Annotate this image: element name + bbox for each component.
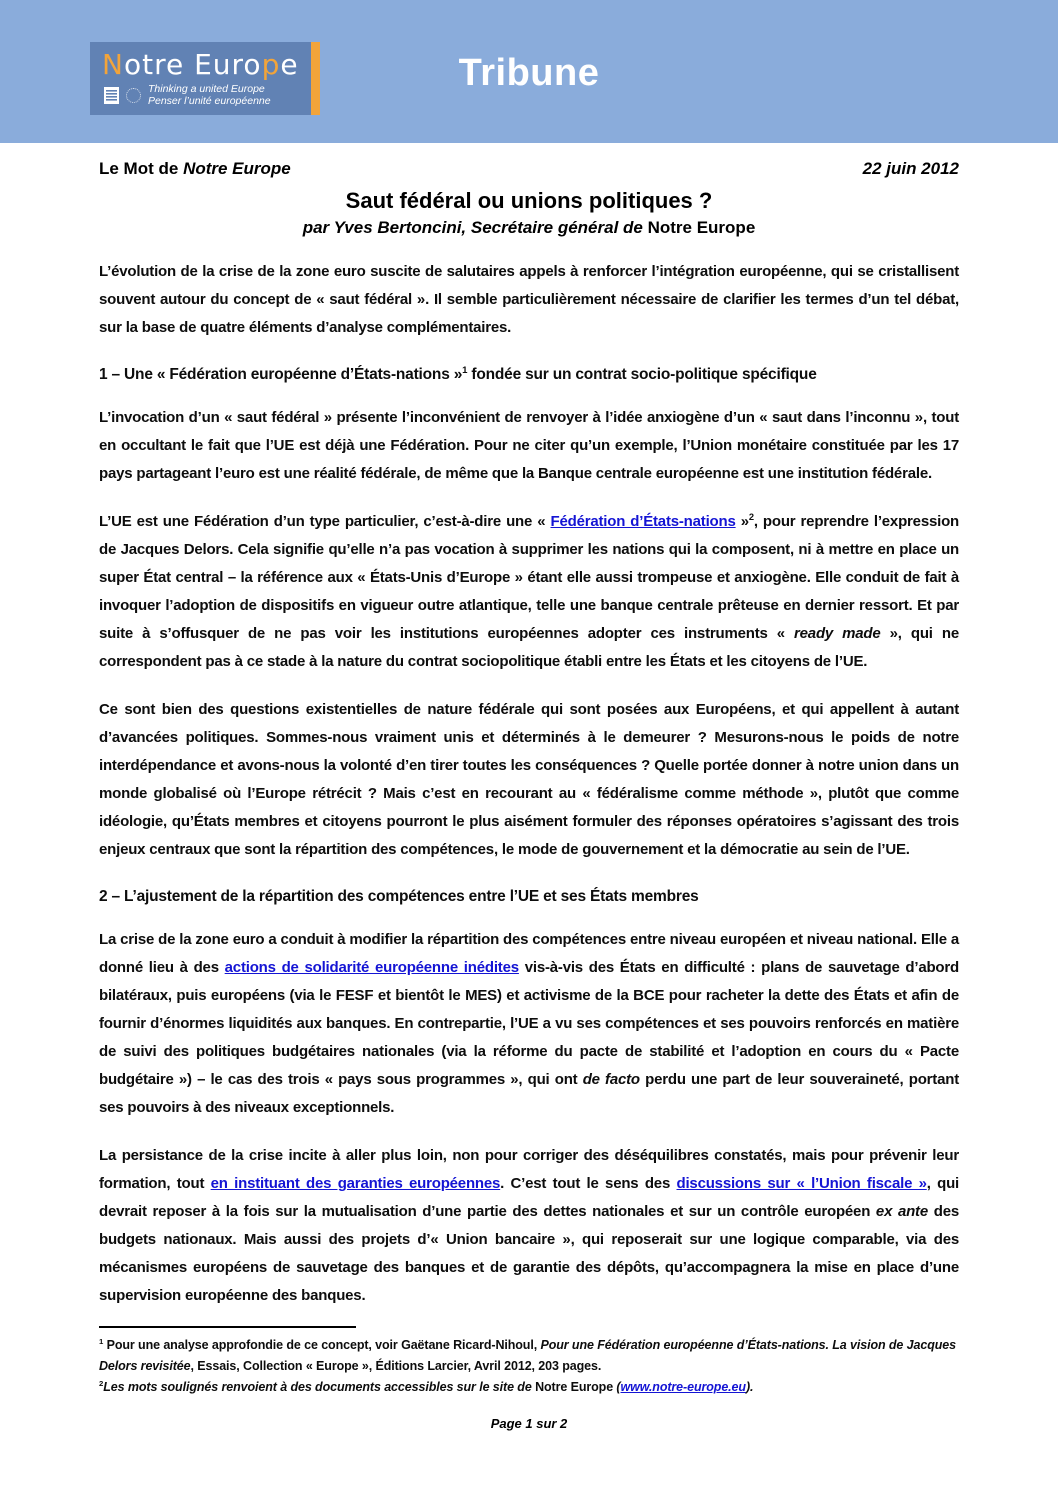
paragraph-4: Ce sont bien des questions existentielles de nature fédérale qui sont posées aux Européens, et qui appellent à autant d’avancées politiques. Sommes-nous vraiment unis et déterminés à le demeurer ? Mesurons-nous le poids de notre interdépendance et avons-nous la volonté d’en tirer toutes les conséquences ? Quelle portée donner à notre union dans un monde globalisé où l’Europe rétrécit ? Mais c’est en recourant au « fédéralisme comme méthode », plutôt que comme idéologie, qu’États membres et citoyens pourront le plus aisément formuler des réponses opératoires s’agissant des trois enjeux centraux que sont la répartition des compétences, le mode de gouvernement et la démocratie au sein de l’UE. [99,701,959,858]
brand-letter-e: e [280,48,299,81]
series-prefix: Le Mot de [99,159,184,178]
header-band [0,0,1058,143]
page-title: Saut fédéral ou unions politiques ? [345,188,713,213]
link-garanties-europeennes[interactable]: en instituant des garanties européennes [210,1175,501,1192]
p6-run2: . C’est tout le sens des [500,1175,677,1192]
brand-letter-p: p [261,48,281,81]
document-date: 22 juin 2012 [862,159,959,178]
footnote-separator [99,1326,356,1328]
link-union-fiscale[interactable]: discussions sur « l’Union fiscale » [676,1175,927,1192]
fn1-run1: Pour une analyse approfondie de ce concept, voir Gaëtane Ricard-Nihoul, [103,1338,541,1352]
tagline-fr: Penser l’unité européenne [148,95,271,107]
fn2-paren-close: ). [745,1380,754,1394]
p3-italic-ready-made: ready made [794,625,881,642]
byline [0,218,1058,238]
byline-brand: Notre Europe [647,218,756,237]
document-type-title: Tribune [458,52,600,94]
fn2-marker: 2 [99,1378,104,1388]
document-body [0,258,1058,1310]
brand-mid: otre Euro [123,48,262,81]
page-number: Page 1 sur 2 [490,1416,568,1431]
fn2-brand: Notre Europe [535,1380,614,1394]
footnote-ref-1: 1 [462,364,468,376]
meta-row [0,159,1058,179]
link-notre-europe-website[interactable]: www.notre-europe.eu [620,1380,746,1394]
byline-author: par Yves Bertoncini, Secrétaire général de [302,218,648,237]
fn1-run2: , Essais, Collection « Europe », Éditions Larcier, Avril 2012, 203 pages. [190,1359,602,1373]
series-label [99,159,291,179]
fn1-book-title: Pour une Fédération européenne d’États-nations. La vision de Jacques Delors revisitée [99,1338,956,1373]
p3-run4: », qui ne correspondent pas à ce stade à la nature du contrat sociopolitique établi entre les États et les citoyens de l’UE. [99,625,959,670]
p5-run2: vis-à-vis des États en difficulté : plans de sauvetage d’abord bilatéraux, puis européens (via le FESF et bientôt le MES) et activisme de la BCE pour racheter la dette des États et afin de fournir d’énormes liquidités aux banques. En contrepartie, l’UE a vu ses compétences et ses pouvoirs renforcés en matière de suivi des politiques budgétaires nationales (via la réforme du pacte de stabilité et l’adoption en cours du « Pacte budgétaire ») – le cas des trois « pays sous programmes », qui ont [99,959,959,1088]
p6-run3: , qui devrait reposer à la fois sur la mutualisation d’une partie des dettes nationales et sur un contrôle européen [99,1175,960,1220]
paragraph-5 [99,926,959,1122]
series-brand: Notre Europe [183,159,291,178]
p3-run2: » [735,513,749,530]
fn2-italic-text: Les mots soulignés renvoient à des documents accessibles sur le site de [103,1380,536,1394]
p3-run1: L’UE est une Fédération d’un type particulier, c’est-à-dire une « [99,513,551,530]
fn1-marker: 1 [99,1336,104,1346]
tagline-en: Thinking a united Europe [148,83,265,95]
paragraph-1: L’évolution de la crise de la zone euro suscite de salutaires appels à renforcer l’intégration européenne, qui se cristallisent souvent autour du concept de « saut fédéral ». Il semble particulièrement nécessaire de clarifier les termes d’un tel débat, sur la base de quatre éléments d’analyse complémentaires. [99,263,959,336]
link-actions-solidarite[interactable]: actions de solidarité européenne inédites [224,959,519,976]
p5-italic-de-facto: de facto [582,1071,640,1088]
fn2-paren-open: ( [613,1380,621,1394]
footnote-ref-2: 2 [748,512,754,522]
paragraph-6 [99,1142,959,1310]
link-federation-etats-nations[interactable]: Fédération d’États-nations [550,513,736,530]
heading1-text-2: fondée sur un contrat socio-politique spécifique [467,366,817,383]
footnote-2 [99,1377,959,1398]
footnote-1 [99,1335,959,1377]
paragraph-2: L’invocation d’un « saut fédéral » présente l’inconvénient de renvoyer à l’idée anxiogène d’un « saut dans l’inconnu », tout en occultant le fait que l’UE est déjà une Fédération. Pour ne citer qu’un exemple, l’Union monétaire constituée par les 17 pays partageant l’euro est une réalité fédérale, de même que la Banque centrale européenne est une institution fédérale. [99,409,959,482]
footnotes [0,1335,1058,1398]
p5-run1: La crise de la zone euro a conduit à modifier la répartition des compétences entre niveau européen et niveau national. Elle a donné lieu à des [99,931,959,976]
p5-run3: perdu une part de leur souveraineté, portant ses pouvoirs à des niveaux exceptionnels. [99,1071,959,1116]
p6-run1: La persistance de la crise incite à aller plus loin, non pour corriger des déséquilibres constatés, mais pour prévenir leur formation, tout [99,1147,959,1192]
paragraph-3 [99,508,959,676]
p6-italic-ex-ante: ex ante [875,1203,928,1220]
brand-letter-n: N [102,48,124,81]
heading1-text: 1 – Une « Fédération européenne d’États-nations » [99,366,463,383]
p3-run3: , pour reprendre l’expression de Jacques Delors. Cela signifie qu’elle n’a pas vocation à supprimer les nations qui la composent, ni à mettre en place un super État central – la référence aux « États-Unis d’Europe » étant elle aussi trompeuse et anxiogène. Elle conduit de fait à invoquer l’adoption de dispositifs en vigueur outre atlantique, telle une banque centrale prêteuse en dernier ressort. Et par suite à s’offusquer de ne pas voir les institutions européennes adopter ces instruments « [99,513,959,642]
section-heading-1 [99,366,959,384]
section-heading-2: 2 – L’ajustement de la répartition des compétences entre l’UE et ses États membres [99,888,699,905]
p6-run4: des budgets nationaux. Mais aussi des projets d’« Union bancaire », qui reposerait sur une logique comparable, via des mécanismes européens de sauvetage des banques et de garantie des dépôts, qu’accompagnera la mise en place d’une supervision européenne des banques. [99,1203,959,1304]
